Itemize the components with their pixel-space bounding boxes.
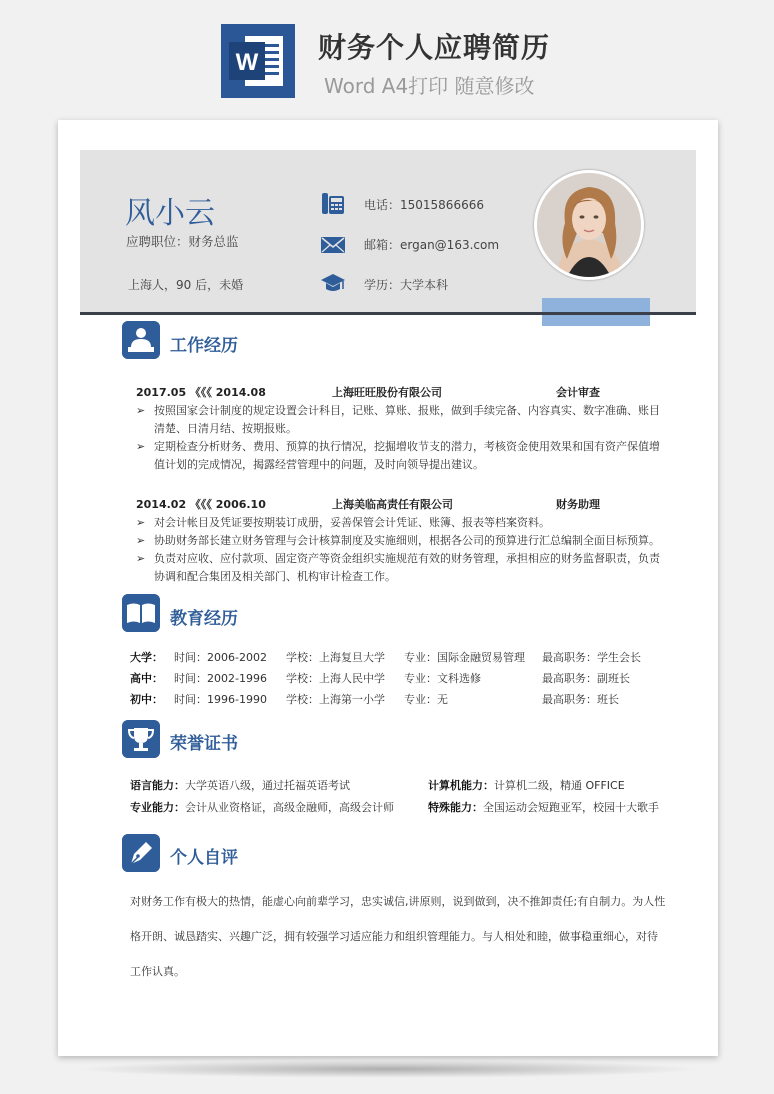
self-eval-section-title: 个人自评 bbox=[170, 848, 238, 868]
honors-section-title: 荣誉证书 bbox=[170, 734, 238, 754]
avatar bbox=[534, 170, 644, 280]
book-icon bbox=[122, 594, 160, 632]
job-bullet: ➢ 定期检查分析财务、费用、预算的执行情况，挖掘增收节支的潜力，考核资金使用效果和国有资产保值增值计划的完成情况，揭露经营管理中的问题，及时向领导提出建议。 bbox=[136, 440, 660, 471]
edu-post: 最高职务：学生会长 bbox=[542, 651, 641, 664]
edu-time: 时间：2006-2002 bbox=[174, 651, 267, 664]
honor-item: 语言能力：大学英语八级，通过托福英语考试 bbox=[130, 779, 350, 792]
profile-info: 上海人，90 后，未婚 bbox=[128, 278, 244, 292]
job-bullet: ➢ 对会计帐目及凭证要按期装订成册，妥善保管会计凭证、账簿、报表等档案资料。 bbox=[136, 516, 550, 529]
job-bullet: ➢ 负责对应收、应付款项、固定资产等资金组织实施规范有效的财务管理，承担相应的财务监督职责，负责协调和配合集团及相关部门、机构审计检查工作。 bbox=[136, 552, 660, 583]
edu-school: 学校：上海人民中学 bbox=[286, 672, 385, 685]
job-period: 2017.05 《《《 2014.08 bbox=[136, 386, 266, 399]
honor-item: 计算机能力：计算机二级，精通 OFFICE bbox=[428, 779, 625, 792]
job-role: 财务助理 bbox=[556, 498, 600, 511]
edu-major: 专业：国际金融贸易管理 bbox=[404, 651, 525, 664]
edu-level: 高中： bbox=[130, 672, 163, 685]
phone-icon bbox=[320, 190, 346, 216]
work-section-title: 工作经历 bbox=[170, 336, 238, 356]
profile-education: 学历：大学本科 bbox=[364, 278, 449, 292]
person-icon bbox=[122, 321, 160, 359]
profile-position: 应聘职位：财务总监 bbox=[126, 234, 239, 249]
honor-item: 特殊能力：全国运动会短跑亚军，校园十大歌手 bbox=[428, 801, 659, 814]
edu-school: 学校：上海复旦大学 bbox=[286, 651, 385, 664]
profile-name: 风小云 bbox=[125, 196, 215, 231]
edu-school: 学校：上海第一小学 bbox=[286, 693, 385, 706]
profile-email: 邮箱：ergan@163.com bbox=[364, 238, 500, 252]
mail-icon bbox=[320, 232, 346, 258]
edu-section-title: 教育经历 bbox=[170, 609, 238, 629]
profile-phone: 电话：15015866666 bbox=[364, 198, 484, 212]
edu-post: 最高职务：副班长 bbox=[542, 672, 630, 685]
edu-level: 大学： bbox=[130, 651, 163, 664]
word-logo-icon bbox=[221, 24, 295, 98]
pen-icon bbox=[122, 834, 160, 872]
self-eval-text: 对财务工作有极大的热情，能虚心向前辈学习，忠实诚信,讲原则，说到做到，决不推卸责任;有自制力。为人性格开朗、诚恳踏实、兴趣广泛，拥有较强学习适应能力和组织管理能力。与人相处和睦，做事稳重细心，对待工作认真。 bbox=[130, 895, 666, 978]
graduation-cap-icon bbox=[320, 270, 346, 296]
trophy-icon bbox=[122, 720, 160, 758]
job-company: 上海美临高责任有限公司 bbox=[332, 498, 453, 511]
edu-major: 专业：文科选修 bbox=[404, 672, 481, 685]
job-company: 上海旺旺股份有限公司 bbox=[332, 386, 442, 399]
edu-major: 专业：无 bbox=[404, 693, 448, 706]
job-period: 2014.02 《《《 2006.10 bbox=[136, 498, 266, 511]
resume-page bbox=[58, 120, 718, 1056]
banner-title: 财务个人应聘简历 bbox=[318, 31, 551, 64]
banner bbox=[0, 0, 774, 112]
job-bullet: ➢ 按照国家会计制度的规定设置会计科目，记账、算账、报账，做到手续完备、内容真实、数字准确、账目清楚、日清月结、按期报账。 bbox=[136, 404, 660, 435]
job-bullet: ➢ 协助财务部长建立财务管理与会计核算制度及实施细则，根据各公司的预算进行汇总编制全面目标预算。 bbox=[136, 534, 660, 547]
banner-subtitle: Word A4打印 随意修改 bbox=[324, 74, 535, 98]
page-shadow bbox=[72, 1060, 702, 1078]
edu-time: 时间：2002-1996 bbox=[174, 672, 267, 685]
job-role: 会计审查 bbox=[556, 386, 600, 399]
word-logo-letter: W bbox=[235, 49, 259, 76]
avatar-illustration bbox=[537, 173, 641, 277]
header-divider bbox=[80, 312, 696, 315]
honor-item: 专业能力：会计从业资格证，高级金融师，高级会计师 bbox=[130, 801, 394, 814]
edu-post: 最高职务：班长 bbox=[542, 693, 619, 706]
edu-time: 时间：1996-1990 bbox=[174, 693, 267, 706]
edu-level: 初中： bbox=[130, 693, 163, 706]
